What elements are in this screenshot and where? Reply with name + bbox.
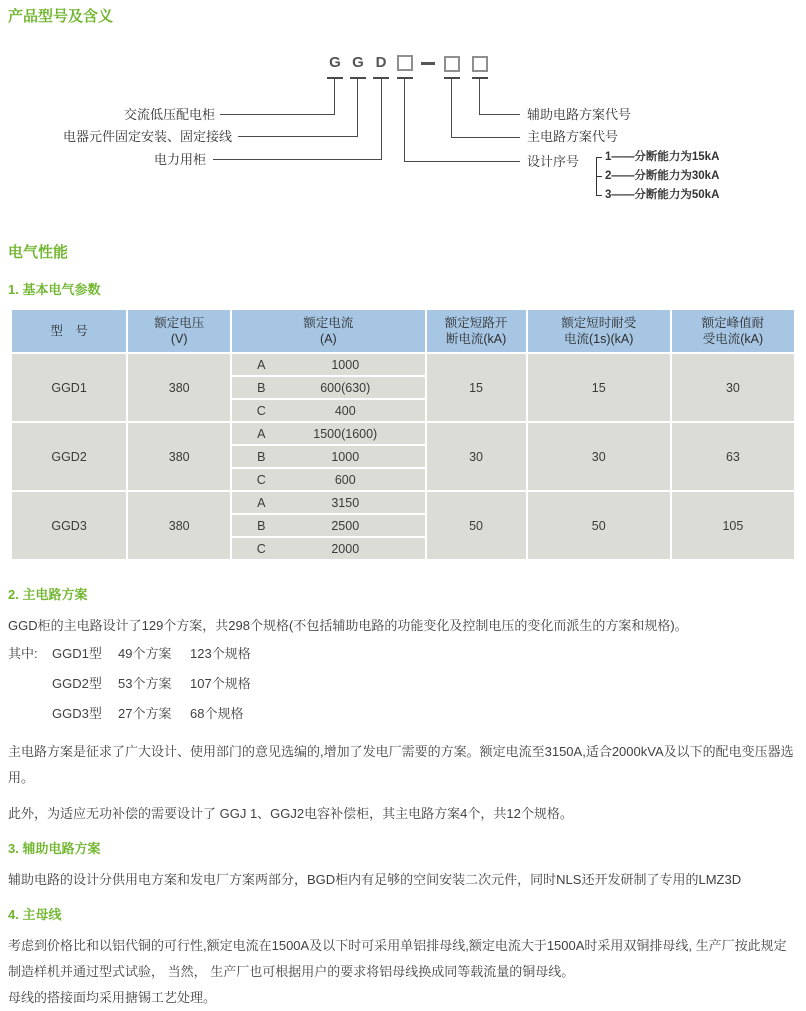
bracket-tick-1 (596, 157, 602, 158)
cell-peak-ggd1: 30 (672, 354, 794, 421)
busbar-paragraph-1: 考虑到价格比和以铝代铜的可行性,额定电流在1500A及以下时可采用单铝排母线,额定电流大于1500A时采用双铜排母线, 生产厂按此规定制造样机并通过型式试验， 当然， 生产厂也可根据用户的要求将铝母线换成同等载流量的铜母线。 (8, 938, 787, 979)
code-char-g2: G (352, 54, 364, 71)
scheme-list-item: GGD2型 53个方案 107个规格 (52, 676, 251, 691)
cell-voltage-ggd2: 380 (128, 423, 230, 490)
connector-v-box3 (479, 79, 480, 115)
cell-breaking-ggd2: 30 (427, 423, 526, 490)
code-char-g1: G (329, 54, 341, 71)
col-header-model: 型 号 (12, 310, 126, 352)
label-ac-lv-cabinet: 交流低压配电柜 (123, 107, 215, 122)
cell-peak-ggd3: 105 (672, 492, 794, 559)
underline-box2 (444, 77, 460, 79)
cell-current: C 400 (232, 400, 424, 421)
code-box-design-no (397, 55, 413, 71)
main-circuit-paragraph-3: 此外，为适应无功补偿的需要设计了 GGJ 1、GGJ2电容补偿柜，其主电路方案4个，共12个规格。 (8, 806, 573, 821)
underline-box3 (472, 77, 488, 79)
cell-current: A 1000 (232, 354, 424, 375)
label-design-serial: 设计序号 (527, 154, 580, 169)
table-row (12, 354, 794, 375)
connector-v-box1 (404, 79, 405, 162)
cell-withstand-ggd3: 50 (528, 492, 670, 559)
connector-v-g1 (334, 79, 335, 115)
cell-model-ggd3: GGD3 (12, 492, 126, 559)
code-dash (421, 62, 435, 65)
basic-params-subtitle: 1. 基本电气参数 (8, 282, 101, 297)
connector-h-l3 (213, 159, 382, 160)
table-row (12, 423, 794, 444)
cell-breaking-ggd1: 15 (427, 354, 526, 421)
col-header-breaking: 额定短路开 断电流(kA) (427, 310, 526, 352)
design-option-30ka: 2——分断能力为30kA (605, 170, 720, 182)
page-title: 产品型号及含义 (8, 8, 114, 25)
cell-current: C 600 (232, 469, 424, 490)
scheme-list-item: GGD3型 27个方案 68个规格 (52, 706, 244, 721)
design-option-15ka: 1——分断能力为15kA (605, 151, 720, 163)
cell-withstand-ggd2: 30 (528, 423, 670, 490)
connector-h-l2 (238, 136, 358, 137)
cell-voltage-ggd1: 380 (128, 354, 230, 421)
main-circuit-paragraph-2: 主电路方案是征求了广大设计、使用部门的意见选编的,增加了发电厂需要的方案。额定电流至3150A,适合2000kVA及以下的配电变压器选用。 (8, 744, 794, 785)
table-row (12, 492, 794, 513)
cell-peak-ggd2: 63 (672, 423, 794, 490)
col-header-peak: 额定峰值耐 受电流(kA) (672, 310, 794, 352)
col-header-current: 额定电流 (A) (232, 310, 424, 352)
bracket-tick-2 (596, 176, 602, 177)
connector-h-r3 (404, 161, 520, 162)
scheme-list-prefix: 其中: (8, 646, 38, 661)
electrical-performance-title: 电气性能 (8, 244, 69, 261)
code-box-main-scheme (444, 56, 460, 72)
cell-current: C 2000 (232, 538, 424, 559)
cell-current: B 600(630) (232, 377, 424, 398)
busbar-title: 4. 主母线 (8, 907, 62, 922)
busbar-paragraph-2: 母线的搭接面均采用搪锡工艺处理。 (8, 990, 217, 1005)
cell-current: B 2500 (232, 515, 424, 536)
connector-v-box2 (451, 79, 452, 138)
cell-breaking-ggd3: 50 (427, 492, 526, 559)
main-circuit-title: 2. 主电路方案 (8, 587, 88, 602)
underline-g1 (327, 77, 343, 79)
table-header-row (12, 310, 794, 352)
connector-v-g2 (357, 79, 358, 137)
cell-model-ggd1: GGD1 (12, 354, 126, 421)
main-circuit-paragraph-1: GGD柜的主电路设计了129个方案，共298个规格(不包括辅助电路的功能变化及控制电压的变化而派生的方案和规格)。 (8, 618, 688, 633)
cell-current: B 1000 (232, 446, 424, 467)
connector-v-d (381, 79, 382, 160)
cell-voltage-ggd3: 380 (128, 492, 230, 559)
label-main-scheme-code: 主电路方案代号 (527, 129, 619, 144)
underline-box1 (397, 77, 413, 79)
label-power-cabinet: 电力用柜 (153, 152, 206, 167)
aux-circuit-paragraph: 辅助电路的设计分供用电方案和发电厂方案两部分，BGD柜内有足够的空间安装二次元件，同时NLS还开发研制了专用的LMZ3D (8, 872, 742, 887)
code-char-d: D (375, 54, 387, 71)
basic-electrical-params-table (10, 308, 796, 561)
bracket-tick-3 (596, 195, 602, 196)
connector-h-r1 (479, 114, 520, 115)
col-header-voltage: 额定电压 (V) (128, 310, 230, 352)
product-datasheet-page (0, 8, 806, 1005)
underline-g2 (350, 77, 366, 79)
col-header-withstand: 额定短时耐受 电流(1s)(kA) (528, 310, 670, 352)
aux-circuit-title: 3. 辅助电路方案 (8, 841, 101, 856)
model-code-diagram (0, 50, 806, 220)
cell-model-ggd2: GGD2 (12, 423, 126, 490)
label-aux-scheme-code: 辅助电路方案代号 (527, 107, 632, 122)
design-option-50ka: 3——分断能力为50kA (605, 189, 720, 201)
cell-withstand-ggd1: 15 (528, 354, 670, 421)
code-box-aux-scheme (472, 56, 488, 72)
scheme-list-item: 其中: GGD1型 49个方案 123个规格 (8, 639, 798, 669)
label-fixed-mounting: 电器元件固定安装、固定接线 (62, 129, 232, 144)
cell-current: A 1500(1600) (232, 423, 424, 444)
connector-h-r2 (451, 137, 520, 138)
cell-current: A 3150 (232, 492, 424, 513)
connector-h-l1 (220, 114, 335, 115)
